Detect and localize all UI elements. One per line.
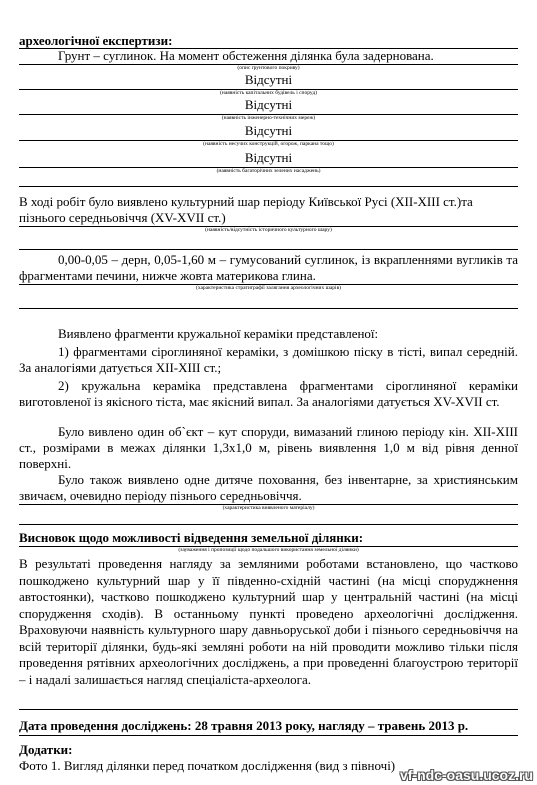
- cultural-layer-caption: (наявність/відсутність історичного культурного шару): [205, 227, 332, 233]
- plantings-value: Відсутні: [244, 150, 293, 165]
- divider: [19, 249, 518, 250]
- material-intro: Виявлено фрагменти кружальної кераміки представленої:: [58, 326, 379, 341]
- stratigraphy-text: 0,00-0,05 – дерн, 0,05-1,60 м – гумусований суглинок, із вкрапленнями вугликів та фрагментами печини, нижче жовта материкова глина.: [19, 252, 518, 283]
- material-item-1: 1) фрагментами сіроглиняної кераміки, з домішкою піску в тісті, випал середній. За аналогіями датується ХІІ-ХІІІ ст.;: [19, 344, 518, 375]
- dates-text: Дата проведення досліджень: 28 травня 2013 року, нагляду – травень 2013 р.: [19, 718, 469, 733]
- plantings-caption: (наявність багаторічних зелених насаджень): [216, 168, 321, 174]
- divider: [19, 709, 518, 710]
- conclusion-caption: (зауваження і пропозиції щодо подальшого використання земельної ділянки): [178, 547, 359, 553]
- divider: [19, 186, 518, 187]
- material-burial: Було також виявлено одне дитяче поховання, без інвентарне, за християнським звичаєм, очевидно періоду пізнього середньовіччя.: [19, 472, 518, 503]
- divider: [19, 735, 518, 736]
- cultural-layer-line1: В ході робіт було виявлено культурний шар періоду Київської Русі (ХІІ-ХІІІ ст.)та: [19, 194, 473, 209]
- divider: [19, 524, 518, 525]
- divider: [19, 308, 518, 309]
- soil-text: Грунт – суглинок. На момент обстеження ділянка була задернована.: [58, 48, 434, 63]
- material-object: Було вивлено один об`єкт – кут споруди, вимазаний глиною періоду кін. ХІІ-ХІІІ ст., розмірами в межах ділянки 1,3х1,0 м, рівень виявлення 1,0 м від рівня денної поверхні.: [19, 424, 518, 471]
- conclusion-title: Висновок щодо можливості відведення земельної ділянки:: [19, 530, 364, 545]
- structures-caption: (наявність несучих конструкцій, огорож, паркана тощо): [203, 141, 334, 147]
- buildings-caption: (наявність капітальних будівель і споруд): [220, 90, 317, 96]
- section-title: археологічної експертизи:: [19, 33, 173, 48]
- watermark: vf-ndc-oasu.ucoz.ru: [399, 767, 533, 783]
- stratigraphy-caption: (характеристика стратиграфії залягання археологічних шарів): [195, 285, 341, 291]
- soil-caption: (опис ґрунтового покриву): [237, 65, 300, 71]
- networks-caption: (наявність інженерно-технічних мереж): [221, 115, 316, 121]
- networks-value: Відсутні: [244, 97, 293, 112]
- material-item-2: 2) кружальна кераміка представлена фрагментами сіроглиняної кераміки виготовленої із якісного тіста, має якісний випал. За аналогіями датується XV-XVII ст.: [19, 378, 518, 409]
- material-caption: (характеристика виявленого матеріалу): [222, 505, 315, 511]
- structures-value: Відсутні: [244, 123, 293, 138]
- appendix-title: Додатки:: [19, 742, 73, 757]
- buildings-value: Відсутні: [244, 72, 293, 87]
- cultural-layer-line2: пізнього середньовіччя (XV-XVII ст.): [19, 210, 226, 225]
- conclusion-text: В результаті проведення нагляду за земляними роботами встановлено, що частково пошкоджено культурний шар у її південно-східній частині (на місці споруджнення автостоянки), частково пошкоджено культурний шар у центральній частині (на місці спорудження сходів). В останньому пункті проведено археологічні дослідження. Враховуючи наявність культурного шару давньоруської доби і пізнього середньовіччя на всій території ділянки, будь-які земляні роботи на ній проводити можливо тільки після проведення рятівних археологічних досліджень, а при проведенні благоустрою території – і надалі залишається нагляд спеціаліста-археолога.: [19, 556, 518, 687]
- appendix-item-photo-1: Фото 1. Вигляд ділянки перед початком дослідження (вид з півночі): [19, 758, 396, 773]
